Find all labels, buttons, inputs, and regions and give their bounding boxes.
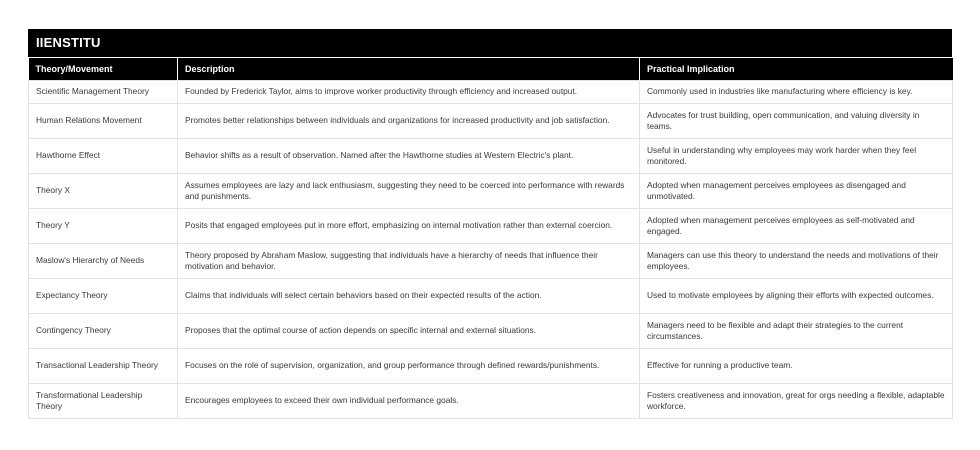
cell-description: Behavior shifts as a result of observation. Named after the Hawthorne studies at Western Electric's plant. xyxy=(178,139,640,174)
brand-title: IIENSTITU xyxy=(28,29,952,58)
cell-description: Focuses on the role of supervision, organization, and group performance through defined rewards/punishments. xyxy=(178,349,640,384)
table-row xyxy=(29,209,953,244)
cell-implication: Managers need to be flexible and adapt their strategies to the current circumstances. xyxy=(640,314,953,349)
cell-implication: Fosters creativeness and innovation, great for orgs needing a flexible, adaptable workforce. xyxy=(640,384,953,419)
header-description: Description xyxy=(178,58,640,81)
header-implication: Practical Implication xyxy=(640,58,953,81)
table-row xyxy=(29,314,953,349)
cell-implication: Adopted when management perceives employees as self-motivated and engaged. xyxy=(640,209,953,244)
cell-implication: Managers can use this theory to understand the needs and motivations of their employees. xyxy=(640,244,953,279)
cell-theory: Transactional Leadership Theory xyxy=(29,349,178,384)
table-row xyxy=(29,279,953,314)
cell-description: Encourages employees to exceed their own individual performance goals. xyxy=(178,384,640,419)
cell-description: Assumes employees are lazy and lack enthusiasm, suggesting they need to be coerced into performance with rewards and punishments. xyxy=(178,174,640,209)
table-row xyxy=(29,139,953,174)
cell-implication: Commonly used in industries like manufacturing where efficiency is key. xyxy=(640,81,953,104)
cell-theory: Hawthorne Effect xyxy=(29,139,178,174)
table-container xyxy=(28,29,952,419)
cell-theory: Contingency Theory xyxy=(29,314,178,349)
cell-implication: Used to motivate employees by aligning their efforts with expected outcomes. xyxy=(640,279,953,314)
header-theory: Theory/Movement xyxy=(29,58,178,81)
cell-implication: Useful in understanding why employees may work harder when they feel monitored. xyxy=(640,139,953,174)
cell-implication: Adopted when management perceives employees as disengaged and unmotivated. xyxy=(640,174,953,209)
table-row xyxy=(29,244,953,279)
table-row xyxy=(29,349,953,384)
cell-theory: Transformational Leadership Theory xyxy=(29,384,178,419)
table-row xyxy=(29,104,953,139)
cell-description: Promotes better relationships between individuals and organizations for increased productivity and job satisfaction. xyxy=(178,104,640,139)
cell-theory: Expectancy Theory xyxy=(29,279,178,314)
table-row xyxy=(29,81,953,104)
cell-description: Claims that individuals will select certain behaviors based on their expected results of the action. xyxy=(178,279,640,314)
table-row xyxy=(29,174,953,209)
cell-description: Proposes that the optimal course of action depends on specific internal and external situations. xyxy=(178,314,640,349)
cell-theory: Theory X xyxy=(29,174,178,209)
cell-implication: Effective for running a productive team. xyxy=(640,349,953,384)
cell-description: Theory proposed by Abraham Maslow, suggesting that individuals have a hierarchy of needs that influence their motivation and behavior. xyxy=(178,244,640,279)
cell-theory: Human Relations Movement xyxy=(29,104,178,139)
cell-description: Posits that engaged employees put in more effort, emphasizing on internal motivation rather than external coercion. xyxy=(178,209,640,244)
cell-description: Founded by Frederick Taylor, aims to improve worker productivity through efficiency and increased output. xyxy=(178,81,640,104)
table-row xyxy=(29,384,953,419)
cell-implication: Advocates for trust building, open communication, and valuing diversity in teams. xyxy=(640,104,953,139)
table-header-row xyxy=(29,58,953,81)
theories-table xyxy=(28,58,953,419)
cell-theory: Maslow's Hierarchy of Needs xyxy=(29,244,178,279)
cell-theory: Theory Y xyxy=(29,209,178,244)
cell-theory: Scientific Management Theory xyxy=(29,81,178,104)
